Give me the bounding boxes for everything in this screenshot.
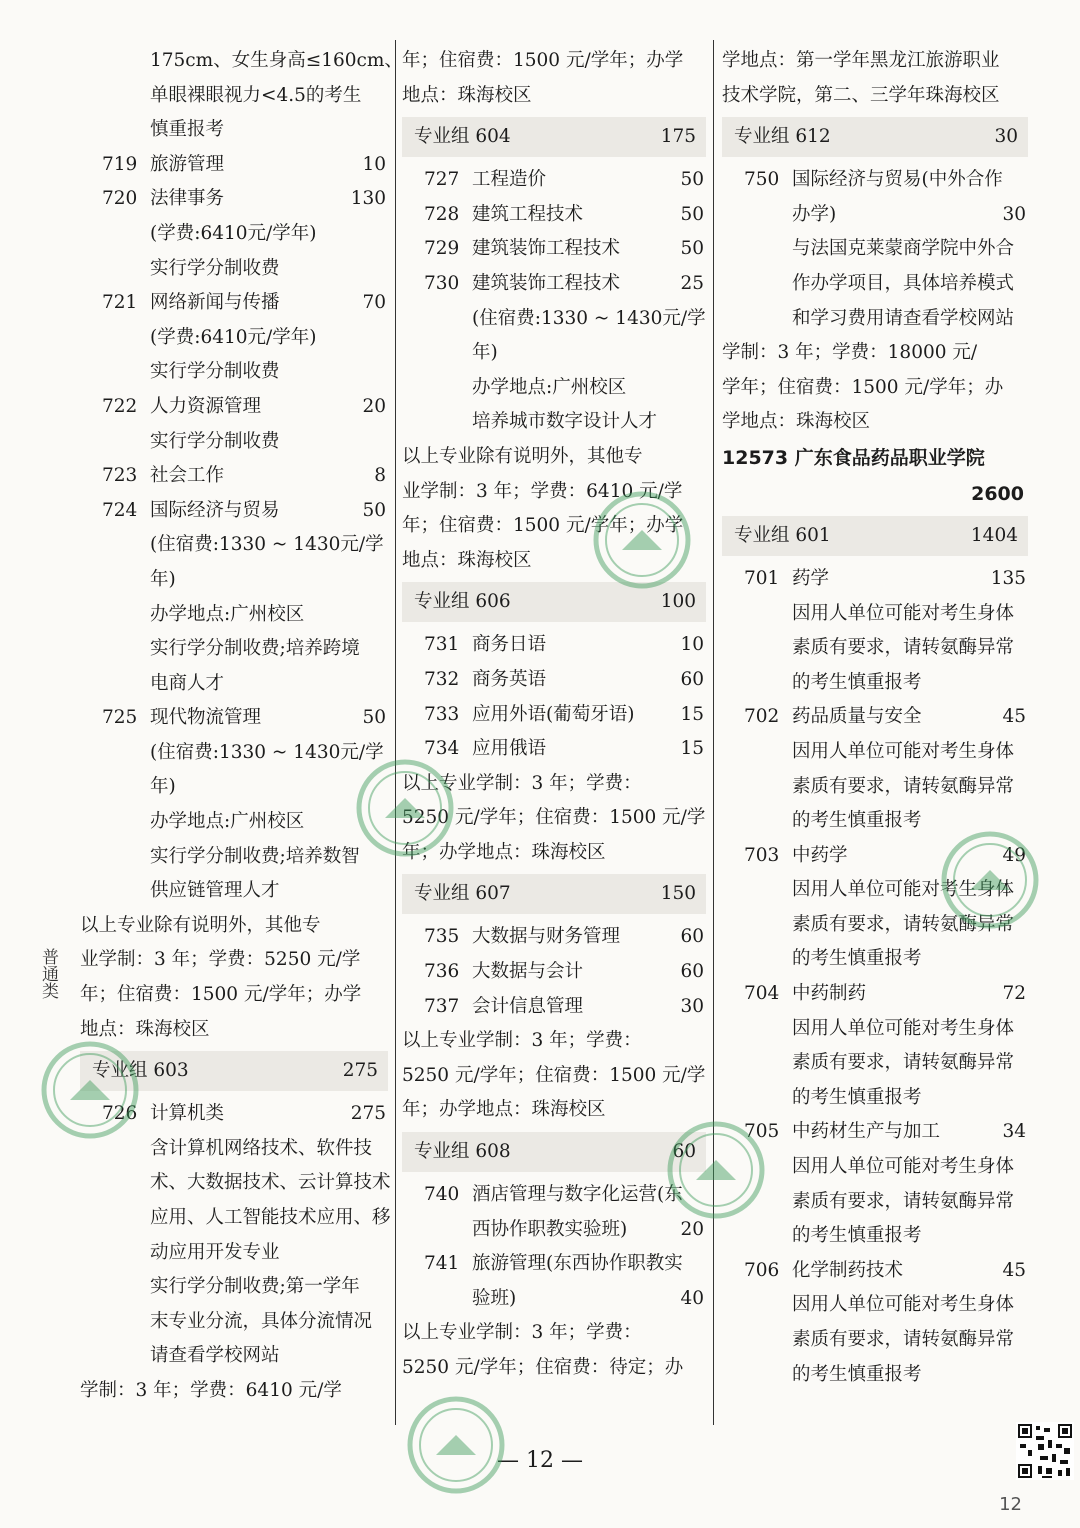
major-name: 旅游管理(东西协作职教实 (472, 1253, 683, 1275)
major-count: 60 (680, 961, 704, 983)
major-note: 术、大数据技术、云计算技术 (150, 1172, 391, 1194)
major-note: 因用人单位可能对考生身体 (792, 602, 1015, 624)
major-code: 701 (744, 567, 780, 589)
major-code: 719 (102, 153, 138, 175)
major-code: 725 (102, 707, 138, 729)
paragraph-line: 5250 元/学年；住宿费：待定；办 (402, 1357, 684, 1378)
major-code: 733 (424, 703, 460, 725)
group-label: 专业组 606 (414, 591, 511, 613)
major-note: 应用、人工智能技术应用、移 (150, 1207, 391, 1228)
major-note: 实行学分制收费 (150, 430, 280, 452)
major-row (402, 1178, 706, 1213)
major-count: 50 (680, 169, 704, 191)
major-code: 734 (424, 738, 460, 760)
major-note: 实行学分制收费;第一学年 (150, 1276, 360, 1298)
major-name: 大数据与财务管理 (472, 926, 621, 948)
major-row (80, 390, 388, 425)
major-count: 135 (990, 567, 1026, 589)
major-row (402, 1213, 706, 1248)
qr-code-icon (1016, 1422, 1074, 1480)
major-name: 酒店管理与数字化运营(东 (472, 1184, 683, 1206)
major-count: 34 (1002, 1121, 1026, 1143)
major-list (722, 562, 1028, 1392)
major-count: 40 (680, 1287, 704, 1309)
major-row (402, 698, 706, 733)
major-list (402, 163, 706, 440)
paragraph-line: 地点：珠海校区 (402, 84, 532, 106)
group-count: 275 (342, 1060, 378, 1082)
group-header-601 (722, 516, 1028, 556)
major-note: (住宿费:1330 ~ 1430元/学 (150, 741, 384, 763)
major-note: 和学习费用请查看学校网站 (792, 307, 1015, 329)
paragraph-line: 5250 元/学年；住宿费：1500 元/学 (402, 807, 706, 829)
group-notes (80, 1374, 388, 1409)
paragraph-line: 以上专业学制：3 年；学费： (402, 772, 642, 794)
major-code: 727 (424, 169, 460, 191)
major-code: 721 (102, 292, 138, 314)
major-code: 750 (744, 169, 780, 191)
major-note: 含计算机网络技术、软件技 (150, 1137, 373, 1159)
major-note: 素质有要求，请转氨酶异常 (792, 913, 1015, 935)
major-row (80, 494, 388, 529)
major-note: 年) (472, 342, 498, 364)
major-row (402, 955, 706, 990)
major-count: 50 (680, 203, 704, 225)
major-name: 现代物流管理 (150, 707, 262, 729)
group-count: 100 (660, 591, 696, 613)
intro-notes (80, 44, 403, 148)
major-note: 的考生慎重报考 (792, 671, 922, 693)
paragraph-line: 学制：3 年；学费：6410 元/学 (80, 1379, 342, 1401)
major-note: 素质有要求，请转氨酶异常 (792, 1329, 1015, 1350)
major-code: 703 (744, 844, 780, 866)
major-name: 验班) (472, 1287, 517, 1309)
major-row (80, 286, 388, 321)
group-notes (402, 1316, 706, 1385)
major-count: 50 (680, 238, 704, 260)
major-code: 736 (424, 961, 460, 983)
major-row (402, 232, 706, 267)
paragraph-line: 地点：珠海校区 (402, 549, 532, 571)
major-note: 培养城市数字设计人才 (472, 411, 658, 433)
major-row (402, 163, 706, 198)
note-line: 慎重报考 (150, 119, 225, 141)
major-row (402, 198, 706, 233)
paragraph-line: 业学制：3 年；学费：5250 元/学 (80, 949, 361, 971)
group-label: 专业组 607 (414, 883, 511, 905)
paragraph-line: 学制：3 年；学费：18000 元/ (722, 342, 978, 364)
major-name: 建筑装饰工程技术 (472, 238, 621, 260)
major-row (80, 701, 388, 736)
major-row (80, 459, 388, 494)
watermark-seal-icon (355, 758, 455, 858)
major-note: 与法国克莱蒙商学院中外合 (792, 238, 1015, 260)
column-1 (80, 44, 403, 1409)
paragraph-line: 年；住宿费：1500 元/学年；办学 (80, 984, 362, 1006)
major-count: 72 (1002, 983, 1026, 1005)
major-row (722, 198, 1028, 233)
group-header-607 (402, 874, 706, 914)
major-row (722, 700, 1028, 735)
major-note: 因用人单位可能对考生身体 (792, 1017, 1015, 1039)
major-note: 因用人单位可能对考生身体 (792, 1294, 1015, 1316)
major-count: 45 (1002, 706, 1026, 728)
major-name: 网络新闻与传播 (150, 292, 280, 314)
major-row (722, 562, 1028, 597)
group-label: 专业组 612 (734, 126, 831, 148)
school-heading: 12573 广东食品药品职业学院 (722, 446, 985, 469)
paragraph-line: 5250 元/学年；住宿费：1500 元/学 (402, 1064, 706, 1086)
major-note: 作办学项目，具体培养模式 (792, 272, 1015, 294)
major-code: 730 (424, 272, 460, 294)
major-name: 商务英语 (472, 668, 547, 690)
major-row (402, 920, 706, 955)
paragraph-line: 年；办学地点：珠海校区 (402, 1099, 606, 1121)
major-note: 的考生慎重报考 (792, 810, 922, 832)
group-label: 专业组 604 (414, 126, 511, 148)
major-code: 705 (744, 1121, 780, 1143)
paragraph-line: 业学制：3 年；学费：6410 元/学 (402, 480, 683, 502)
note-line: 单眼裸眼视力<4.5的考生 (150, 84, 362, 106)
major-name: 商务日语 (472, 634, 547, 656)
major-name: 国际经济与贸易 (150, 499, 280, 521)
group-label: 专业组 603 (92, 1060, 189, 1082)
major-name: 西协作职教实验班) (472, 1218, 628, 1240)
major-name: 计算机类 (150, 1103, 225, 1125)
paragraph-line: 学地点：珠海校区 (722, 411, 871, 433)
major-note: (学费:6410元/学年) (150, 222, 317, 244)
major-name: 建筑工程技术 (472, 203, 584, 225)
paragraph-line: 以上专业除有说明外，其他专 (80, 914, 321, 936)
major-note: 年) (150, 776, 176, 798)
watermark-seal-icon (406, 1395, 506, 1495)
major-code: 732 (424, 668, 460, 690)
major-note: 的考生慎重报考 (792, 1225, 922, 1247)
major-count: 15 (680, 738, 704, 760)
major-note: (住宿费:1330 ~ 1430元/学 (150, 534, 384, 556)
major-code: 702 (744, 706, 780, 728)
major-note: 年) (150, 568, 176, 590)
major-note: 动应用开发专业 (150, 1241, 280, 1263)
major-code: 741 (424, 1253, 460, 1275)
major-count: 45 (1002, 1259, 1026, 1281)
major-name: 国际经济与贸易(中外合作 (792, 169, 1003, 191)
major-code: 723 (102, 465, 138, 487)
major-name: 药学 (792, 567, 830, 589)
major-count: 130 (350, 188, 386, 210)
watermark-seal-icon (940, 830, 1040, 930)
major-count: 49 (1002, 844, 1026, 866)
major-count: 20 (680, 1218, 704, 1240)
major-list (402, 628, 706, 766)
major-code: 724 (102, 499, 138, 521)
column-2 (402, 44, 706, 1386)
group-notes (722, 44, 1028, 113)
major-note: 素质有要求，请转氨酶异常 (792, 637, 1015, 659)
major-count: 70 (362, 292, 386, 314)
note-line: 175cm、女生身高≤160cm、 (150, 50, 403, 71)
major-count: 275 (350, 1103, 386, 1125)
major-row (402, 628, 706, 663)
major-code: 706 (744, 1259, 780, 1281)
major-note: 因用人单位可能对考生身体 (792, 740, 1015, 762)
major-note: 素质有要求，请转氨酶异常 (792, 775, 1015, 797)
major-note: 电商人才 (150, 672, 225, 694)
group-label: 专业组 608 (414, 1141, 511, 1163)
major-note: 的考生慎重报考 (792, 1363, 922, 1385)
major-count: 50 (362, 707, 386, 729)
major-code: 726 (102, 1103, 138, 1125)
major-count: 8 (374, 465, 386, 487)
major-note: (住宿费:1330 ~ 1430元/学 (472, 307, 706, 329)
major-name: 中药材生产与加工 (792, 1121, 941, 1143)
major-note: 素质有要求，请转氨酶异常 (792, 1052, 1015, 1074)
major-row (80, 148, 388, 183)
major-code: 729 (424, 238, 460, 260)
major-row (402, 1282, 706, 1317)
group-header-608 (402, 1132, 706, 1172)
major-count: 10 (680, 634, 704, 656)
major-name: 社会工作 (150, 465, 225, 487)
major-note: 末专业分流，具体分流情况 (150, 1310, 373, 1332)
page-number: — 12 — (497, 1448, 583, 1473)
group-count: 60 (672, 1141, 696, 1163)
major-note: 请查看学校网站 (150, 1345, 280, 1367)
group-label: 专业组 601 (734, 524, 831, 546)
paragraph-line: 技术学院，第二、三学年珠海校区 (722, 84, 1000, 106)
major-code: 720 (102, 188, 138, 210)
group-count: 175 (660, 126, 696, 148)
major-list (402, 920, 706, 1024)
major-name: 会计信息管理 (472, 995, 584, 1017)
column-3 (722, 44, 1028, 1392)
major-note: 实行学分制收费;培养跨境 (150, 638, 360, 660)
major-row (722, 1254, 1028, 1289)
major-name: 中药学 (792, 844, 848, 866)
group-header-612 (722, 117, 1028, 157)
major-note: 实行学分制收费 (150, 257, 280, 279)
group-count: 30 (994, 126, 1018, 148)
corner-page-number: 12 (999, 1494, 1022, 1515)
major-code: 737 (424, 995, 460, 1017)
major-name: 化学制药技术 (792, 1259, 904, 1281)
major-name: 办学) (792, 203, 837, 225)
major-name: 工程造价 (472, 169, 547, 191)
major-row (402, 1247, 706, 1282)
major-code: 704 (744, 983, 780, 1005)
major-name: 人力资源管理 (150, 395, 262, 417)
major-list (80, 148, 388, 909)
major-row (722, 163, 1028, 198)
major-note: 素质有要求，请转氨酶异常 (792, 1190, 1015, 1212)
major-code: 728 (424, 203, 460, 225)
school-total: 2600 (971, 482, 1024, 505)
group-notes (80, 909, 388, 1047)
major-name: 药品质量与安全 (792, 706, 922, 728)
major-count: 25 (680, 272, 704, 294)
major-row (402, 267, 706, 302)
major-list (402, 1178, 706, 1316)
watermark-seal-icon (592, 490, 692, 590)
watermark-seal-icon (40, 1040, 140, 1140)
major-count: 15 (680, 703, 704, 725)
major-code: 740 (424, 1184, 460, 1206)
side-tab-label: 普通类 (38, 948, 58, 999)
major-code: 735 (424, 926, 460, 948)
major-row (722, 977, 1028, 1012)
major-note: 因用人单位可能对考生身体 (792, 1156, 1015, 1178)
major-note: 的考生慎重报考 (792, 948, 922, 970)
major-note: 办学地点:广州校区 (150, 811, 305, 833)
major-note: 供应链管理人才 (150, 880, 280, 902)
major-note: 实行学分制收费;培养数智 (150, 845, 360, 867)
major-list (722, 163, 1028, 336)
group-count: 150 (660, 883, 696, 905)
group-notes (402, 44, 706, 113)
paragraph-line: 以上专业学制：3 年；学费： (402, 1030, 642, 1052)
major-code: 722 (102, 395, 138, 417)
major-name: 应用俄语 (472, 738, 547, 760)
major-name: 中药制药 (792, 983, 867, 1005)
major-count: 30 (680, 995, 704, 1017)
major-note: 实行学分制收费 (150, 361, 280, 383)
group-count: 1404 (970, 524, 1018, 546)
paragraph-line: 学年；住宿费：1500 元/学年；办 (722, 376, 1004, 398)
group-notes (402, 1024, 706, 1128)
major-count: 60 (680, 926, 704, 948)
paragraph-line: 年；办学地点：珠海校区 (402, 841, 606, 863)
column-divider (395, 40, 396, 1425)
major-count: 60 (680, 668, 704, 690)
major-code: 731 (424, 634, 460, 656)
major-note: 的考生慎重报考 (792, 1086, 922, 1108)
major-row (80, 182, 388, 217)
major-note: 因用人单位可能对考生身体 (792, 879, 1015, 901)
major-note: 办学地点:广州校区 (150, 603, 305, 625)
major-count: 20 (362, 395, 386, 417)
paragraph-line: 学地点：第一学年黑龙江旅游职业 (722, 50, 1000, 71)
major-name: 旅游管理 (150, 153, 225, 175)
major-row (722, 1115, 1028, 1150)
paragraph-line: 以上专业学制：3 年；学费： (402, 1322, 642, 1344)
paragraph-line: 年；住宿费：1500 元/学年；办学 (402, 515, 684, 537)
major-count: 10 (362, 153, 386, 175)
major-note: (学费:6410元/学年) (150, 326, 317, 348)
paragraph-line: 年；住宿费：1500 元/学年；办学 (402, 50, 684, 71)
major-name: 建筑装饰工程技术 (472, 272, 621, 294)
watermark-seal-icon (666, 1120, 766, 1220)
major-row (402, 663, 706, 698)
group-notes (722, 336, 1028, 440)
major-name: 法律事务 (150, 188, 225, 210)
paragraph-line: 地点：珠海校区 (80, 1018, 210, 1040)
group-header-604 (402, 117, 706, 157)
major-row (402, 990, 706, 1025)
major-count: 50 (362, 499, 386, 521)
paragraph-line: 以上专业除有说明外，其他专 (402, 445, 643, 467)
major-count: 30 (1002, 203, 1026, 225)
major-name: 大数据与会计 (472, 961, 584, 983)
major-note: 办学地点:广州校区 (472, 376, 627, 398)
major-name: 应用外语(葡萄牙语) (472, 703, 635, 725)
